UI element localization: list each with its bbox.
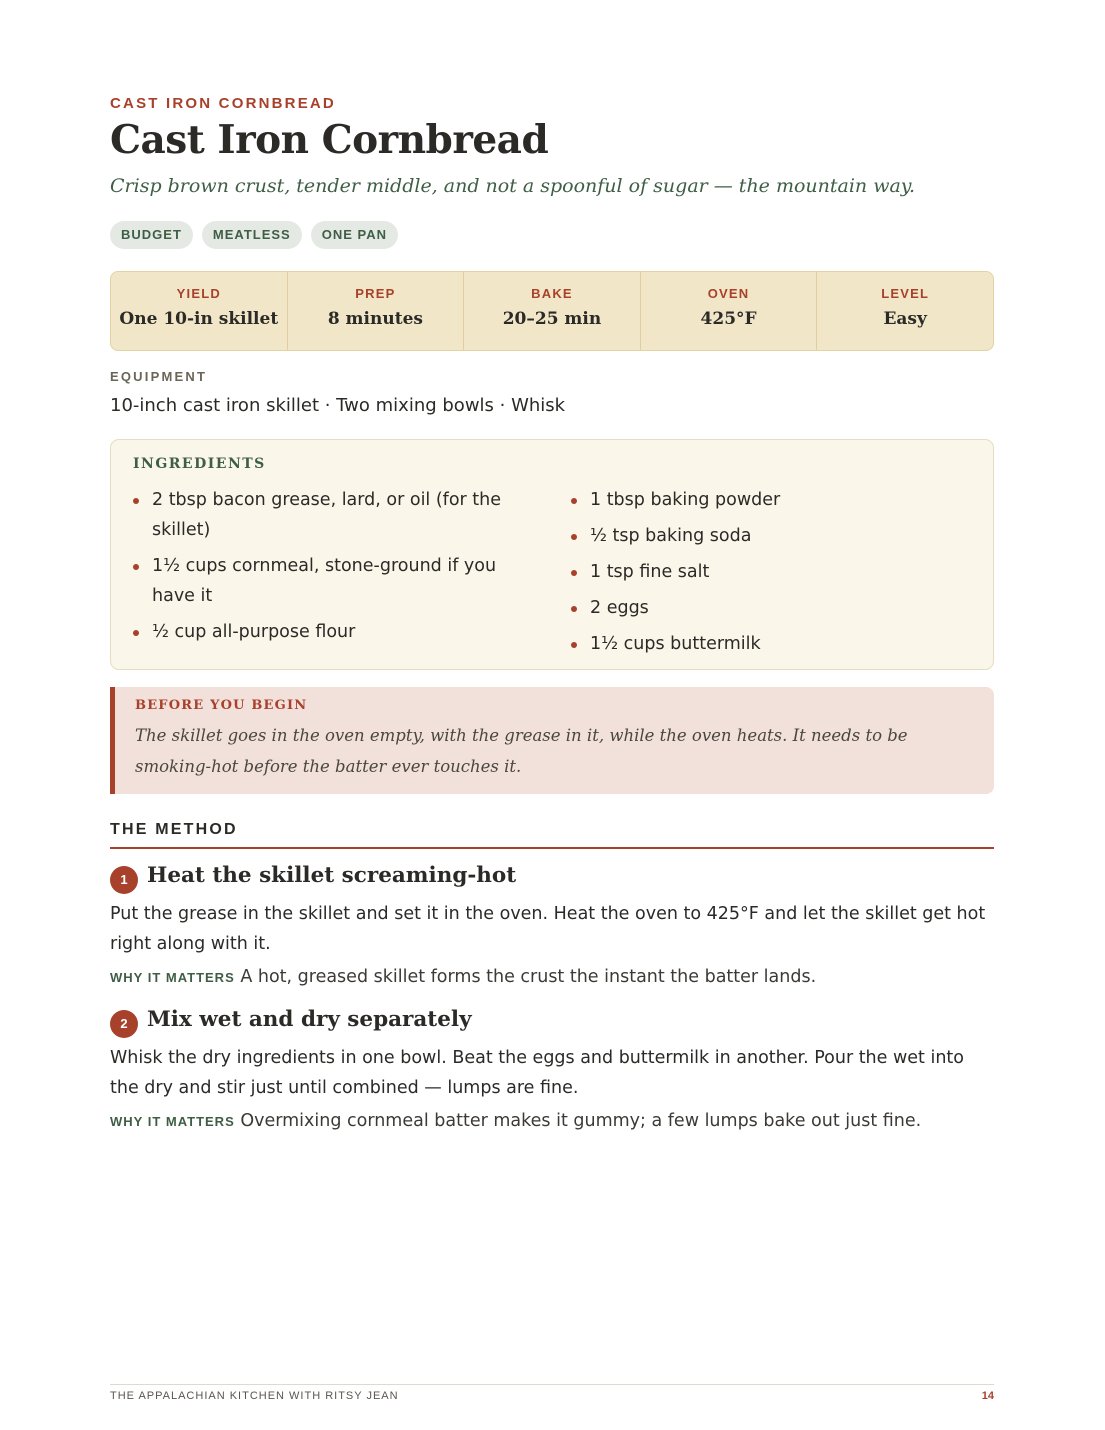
recipe-title: Cast Iron Cornbread: [110, 117, 549, 163]
step-why-it-matters: [110, 963, 994, 992]
ingredient-item: 1 tsp fine salt: [571, 557, 971, 587]
stat-bake: [464, 272, 641, 350]
stat-oven: [641, 272, 818, 350]
footer-book-title: THE APPALACHIAN KITCHEN WITH RITSY JEAN: [110, 1390, 399, 1402]
stat-label: PREP: [355, 286, 396, 301]
stat-value: One 10-in skillet: [119, 309, 279, 329]
ingredient-item: 1½ cups cornmeal, stone-ground if you have it: [133, 551, 533, 611]
tag-meatless: MEATLESS: [202, 221, 302, 249]
ingredients-card: [110, 439, 994, 670]
footer-page-number: 14: [981, 1390, 994, 1402]
step-body: Whisk the dry ingredients in one bowl. Beat the eggs and buttermilk in another. Pour the wet into the dry and stir just until combined — lumps are fine.: [110, 1048, 965, 1098]
stat-label: YIELD: [176, 286, 221, 301]
step-number-badge: 1: [110, 866, 138, 894]
why-label: WHY IT MATTERS: [110, 1114, 235, 1129]
stat-label: BAKE: [531, 286, 573, 301]
equipment-heading: EQUIPMENT: [110, 369, 208, 384]
ingredient-item: 2 tbsp bacon grease, lard, or oil (for the skillet): [133, 485, 533, 545]
tag-list: [110, 221, 398, 249]
method-heading: THE METHOD: [110, 821, 238, 838]
stat-value: 8 minutes: [327, 309, 423, 329]
tag-one-pan: ONE PAN: [311, 221, 398, 249]
why-text: Overmixing cornmeal batter makes it gummy; a few lumps bake out just fine.: [240, 1111, 922, 1131]
stat-yield: [111, 272, 288, 350]
method-divider: [110, 847, 994, 849]
step-title: Mix wet and dry separately: [147, 1007, 472, 1032]
ingredients-list-right: [571, 485, 971, 665]
ingredients-heading: INGREDIENTS: [133, 456, 266, 472]
why-label: WHY IT MATTERS: [110, 970, 235, 985]
recipe-subtitle: Crisp brown crust, tender middle, and not a spoonful of sugar — the mountain way.: [110, 175, 916, 197]
step-number-badge: 2: [110, 1010, 138, 1038]
stat-label: LEVEL: [881, 286, 930, 301]
stat-prep: [288, 272, 465, 350]
stat-value: 20–25 min: [502, 309, 602, 329]
ingredient-item: ½ tsp baking soda: [571, 521, 971, 551]
stat-label: OVEN: [707, 286, 750, 301]
stat-value: 425°F: [700, 309, 757, 329]
stat-value: Easy: [883, 309, 927, 329]
callout-heading: BEFORE YOU BEGIN: [135, 698, 308, 713]
ingredient-item: ½ cup all-purpose flour: [133, 617, 533, 647]
tag-budget: BUDGET: [110, 221, 193, 249]
equipment-text: 10-inch cast iron skillet · Two mixing bowls · Whisk: [110, 395, 566, 416]
footer-divider: [110, 1384, 994, 1385]
step-body: Put the grease in the skillet and set it in the oven. Heat the oven to 425°F and let the skillet get hot right along with it.: [110, 904, 986, 954]
stat-level: [817, 272, 993, 350]
recipe-stats-bar: [110, 271, 994, 351]
step-title: Heat the skillet screaming-hot: [147, 863, 517, 888]
ingredient-item: 1½ cups buttermilk: [571, 629, 971, 659]
callout-text: The skillet goes in the oven empty, with the grease in it, while the oven heats. It needs to be smoking-hot before the batter ever touches it.: [135, 726, 908, 776]
step-why-it-matters: [110, 1107, 994, 1136]
recipe-kicker: CAST IRON CORNBREAD: [110, 95, 336, 112]
ingredients-list-left: [133, 485, 533, 653]
why-text: A hot, greased skillet forms the crust the instant the batter lands.: [240, 967, 817, 987]
ingredient-item: 2 eggs: [571, 593, 971, 623]
before-you-begin-callout: [110, 687, 994, 794]
ingredient-item: 1 tbsp baking powder: [571, 485, 971, 515]
